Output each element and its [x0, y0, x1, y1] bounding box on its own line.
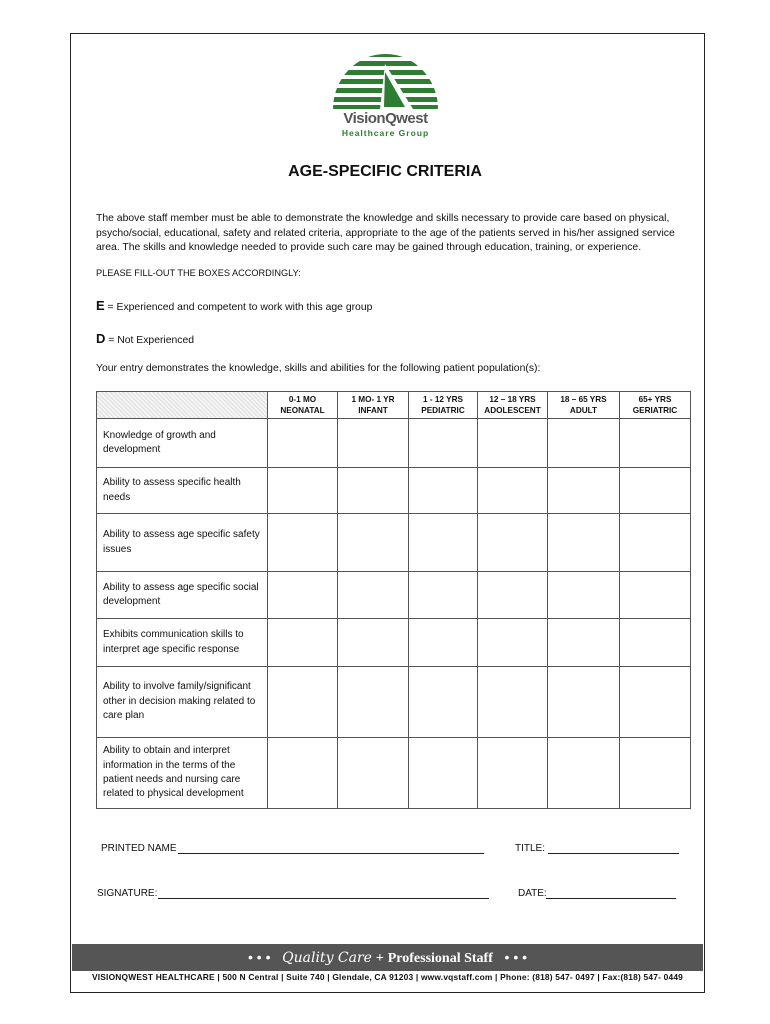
entry-cell[interactable] [620, 738, 691, 809]
printed-name-label: PRINTED NAME [101, 843, 177, 854]
col-header-geriatric: 65+ YRS GERIATRIC [620, 392, 691, 419]
row-label: Ability to obtain and interpret information in the terms of the patient needs and nursing care related to physical development [97, 738, 268, 809]
intro-paragraph: The above staff member must be able to demonstrate the knowledge and skills necessary to provide care based on physical, psycho/social, educational, safety and related criteria, appropriate to the age of the patients served in his/her assigned service area. The skills and knowledge needed to provide such care may be gained through education, training, or experience. [96, 213, 675, 253]
entry-cell[interactable] [478, 667, 548, 738]
title-field[interactable] [548, 853, 679, 854]
entry-cell[interactable] [268, 468, 338, 514]
entry-cell[interactable] [409, 619, 478, 667]
footer-banner [72, 944, 703, 971]
row-label: Ability to assess age specific social development [97, 572, 268, 619]
footer-address: VISIONQWEST HEALTHCARE | 500 N Central | Suite 740 | Glendale, CA 91203 | www.vqstaff.com | Phone: (818) 547- 0497 | Fax:(818) 547- 0449 [91, 972, 684, 982]
signature-field[interactable] [158, 898, 489, 899]
entry-cell[interactable] [548, 619, 620, 667]
entry-cell[interactable] [409, 468, 478, 514]
logo-name: VisionQwest [343, 110, 428, 127]
entry-cell[interactable] [620, 619, 691, 667]
title-label: TITLE: [515, 843, 546, 854]
entry-cell[interactable] [409, 514, 478, 572]
entry-cell[interactable] [338, 419, 409, 468]
table-row [97, 514, 691, 572]
entry-cell[interactable] [620, 667, 691, 738]
entry-cell[interactable] [409, 572, 478, 619]
footer-plus: + [375, 951, 384, 966]
table-row [97, 667, 691, 738]
entry-cell[interactable] [548, 419, 620, 468]
col-header-neonatal: 0-1 MO NEONATAL [268, 392, 338, 419]
entry-cell[interactable] [620, 419, 691, 468]
legend-experienced [96, 298, 372, 313]
page-title: AGE-SPECIFIC CRITERIA [288, 163, 482, 180]
col-header-adolescent: 12 – 18 YRS ADOLESCENT [478, 392, 548, 419]
row-label: Ability to assess age specific safety issues [97, 514, 268, 572]
table-row [97, 419, 691, 468]
entry-cell[interactable] [478, 468, 548, 514]
footer-quality-care: Quality Care [282, 950, 372, 966]
entry-cell[interactable] [478, 619, 548, 667]
entry-cell[interactable] [409, 738, 478, 809]
entry-cell[interactable] [548, 738, 620, 809]
entry-cell[interactable] [268, 514, 338, 572]
footer-professional-staff: Professional Staff [387, 951, 493, 966]
legend-d-text: = Not Experienced [105, 335, 195, 346]
entry-cell[interactable] [338, 572, 409, 619]
entry-cell[interactable] [338, 738, 409, 809]
row-label: Ability to involve family/significant other in decision making related to care plan [97, 667, 268, 738]
entry-cell[interactable] [548, 514, 620, 572]
signature-label: SIGNATURE: [97, 888, 158, 899]
row-label: Knowledge of growth and development [97, 419, 268, 468]
entry-cell[interactable] [268, 419, 338, 468]
logo-subtitle: Healthcare Group [341, 128, 430, 138]
entry-cell[interactable] [478, 514, 548, 572]
entry-cell[interactable] [338, 667, 409, 738]
legend-d-key: D [96, 331, 106, 346]
date-label: DATE: [518, 888, 547, 899]
entry-cell[interactable] [409, 667, 478, 738]
col-header-adult: 18 – 65 YRS ADULT [548, 392, 620, 419]
table-row [97, 572, 691, 619]
date-field[interactable] [546, 898, 676, 899]
row-label: Exhibits communication skills to interpret age specific response [97, 619, 268, 667]
entry-cell[interactable] [338, 468, 409, 514]
footer-bullets-left: • • • [247, 949, 271, 965]
entry-cell[interactable] [268, 572, 338, 619]
entry-statement: Your entry demonstrates the knowledge, skills and abilities for the following patient population(s): [96, 363, 541, 374]
row-label: Ability to assess specific health needs [97, 468, 268, 514]
legend-not-experienced [96, 331, 194, 346]
entry-cell[interactable] [548, 667, 620, 738]
fillout-instruction: PLEASE FILL-OUT THE BOXES ACCORDINGLY: [96, 268, 301, 278]
entry-cell[interactable] [268, 667, 338, 738]
entry-cell[interactable] [548, 572, 620, 619]
legend-e-text: = Experienced and competent to work with this age group [104, 302, 373, 313]
entry-cell[interactable] [268, 738, 338, 809]
legend-e-key: E [96, 298, 105, 313]
col-header-pediatric: 1 - 12 YRS PEDIATRIC [409, 392, 478, 419]
footer-bullets-right: • • • [504, 949, 528, 965]
table-header-row [97, 392, 691, 419]
entry-cell[interactable] [620, 468, 691, 514]
table-row [97, 619, 691, 667]
col-header-infant: 1 MO- 1 YR INFANT [338, 392, 409, 419]
criteria-table [96, 391, 691, 809]
entry-cell[interactable] [478, 738, 548, 809]
header-blank-cell [97, 392, 268, 419]
entry-cell[interactable] [338, 514, 409, 572]
table-row [97, 738, 691, 809]
entry-cell[interactable] [478, 419, 548, 468]
entry-cell[interactable] [409, 419, 478, 468]
entry-cell[interactable] [338, 619, 409, 667]
printed-name-field[interactable] [178, 853, 484, 854]
entry-cell[interactable] [620, 514, 691, 572]
entry-cell[interactable] [620, 572, 691, 619]
entry-cell[interactable] [268, 619, 338, 667]
entry-cell[interactable] [548, 468, 620, 514]
entry-cell[interactable] [478, 572, 548, 619]
table-row [97, 468, 691, 514]
